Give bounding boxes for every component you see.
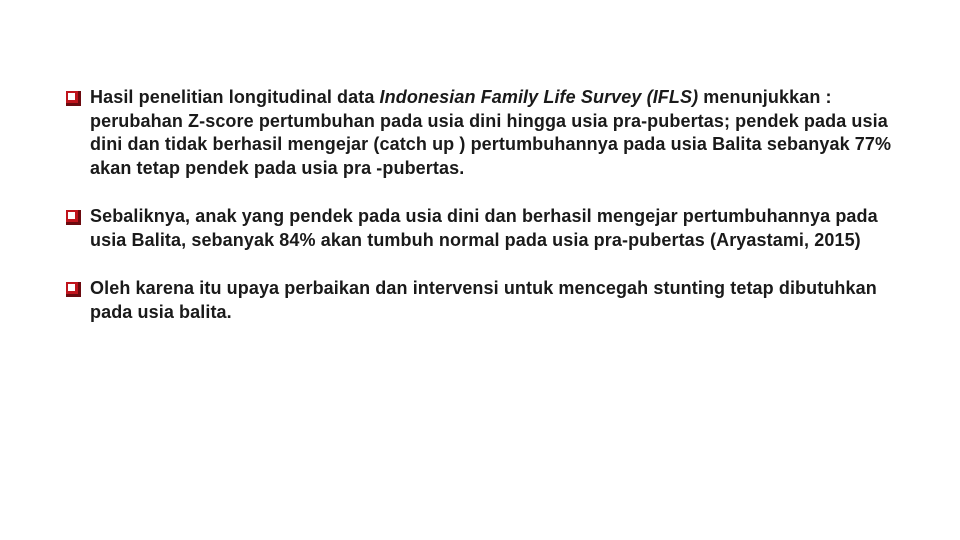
bullet-text: Sebaliknya, anak yang pendek pada usia dini dan berhasil mengejar pertumbuhannya pada usia Balita, sebanyak 84% akan tumbuh normal pada usia pra-pubertas (Aryastami, 2015) [90, 206, 878, 250]
bullet-text: Oleh karena itu upaya perbaikan dan intervensi untuk mencegah stunting tetap dibutuhkan pada usia balita. [90, 278, 877, 322]
hollow-square-bullet-icon [66, 282, 81, 297]
bullet-list [66, 86, 916, 324]
bullet-item-intervention [66, 277, 916, 324]
bullet-item-catch-up [66, 205, 916, 252]
hollow-square-bullet-icon [66, 210, 81, 225]
bullet-text: Hasil penelitian longitudinal data [90, 87, 380, 107]
hollow-square-bullet-icon [66, 91, 81, 106]
bullet-text-continued: menunjukkan : perubahan Z-score pertumbuhan pada usia dini hingga usia pra-pubertas; pendek pada usia dini dan tidak berhasil mengejar (catch up ) pertumbuhannya pada usia Balita sebanyak 77% akan tetap pendek pada usia pra -pubertas. [90, 87, 892, 178]
survey-name: Indonesian Family Life Survey (IFLS) [379, 87, 699, 107]
bullet-item-ifls-findings [66, 86, 916, 180]
